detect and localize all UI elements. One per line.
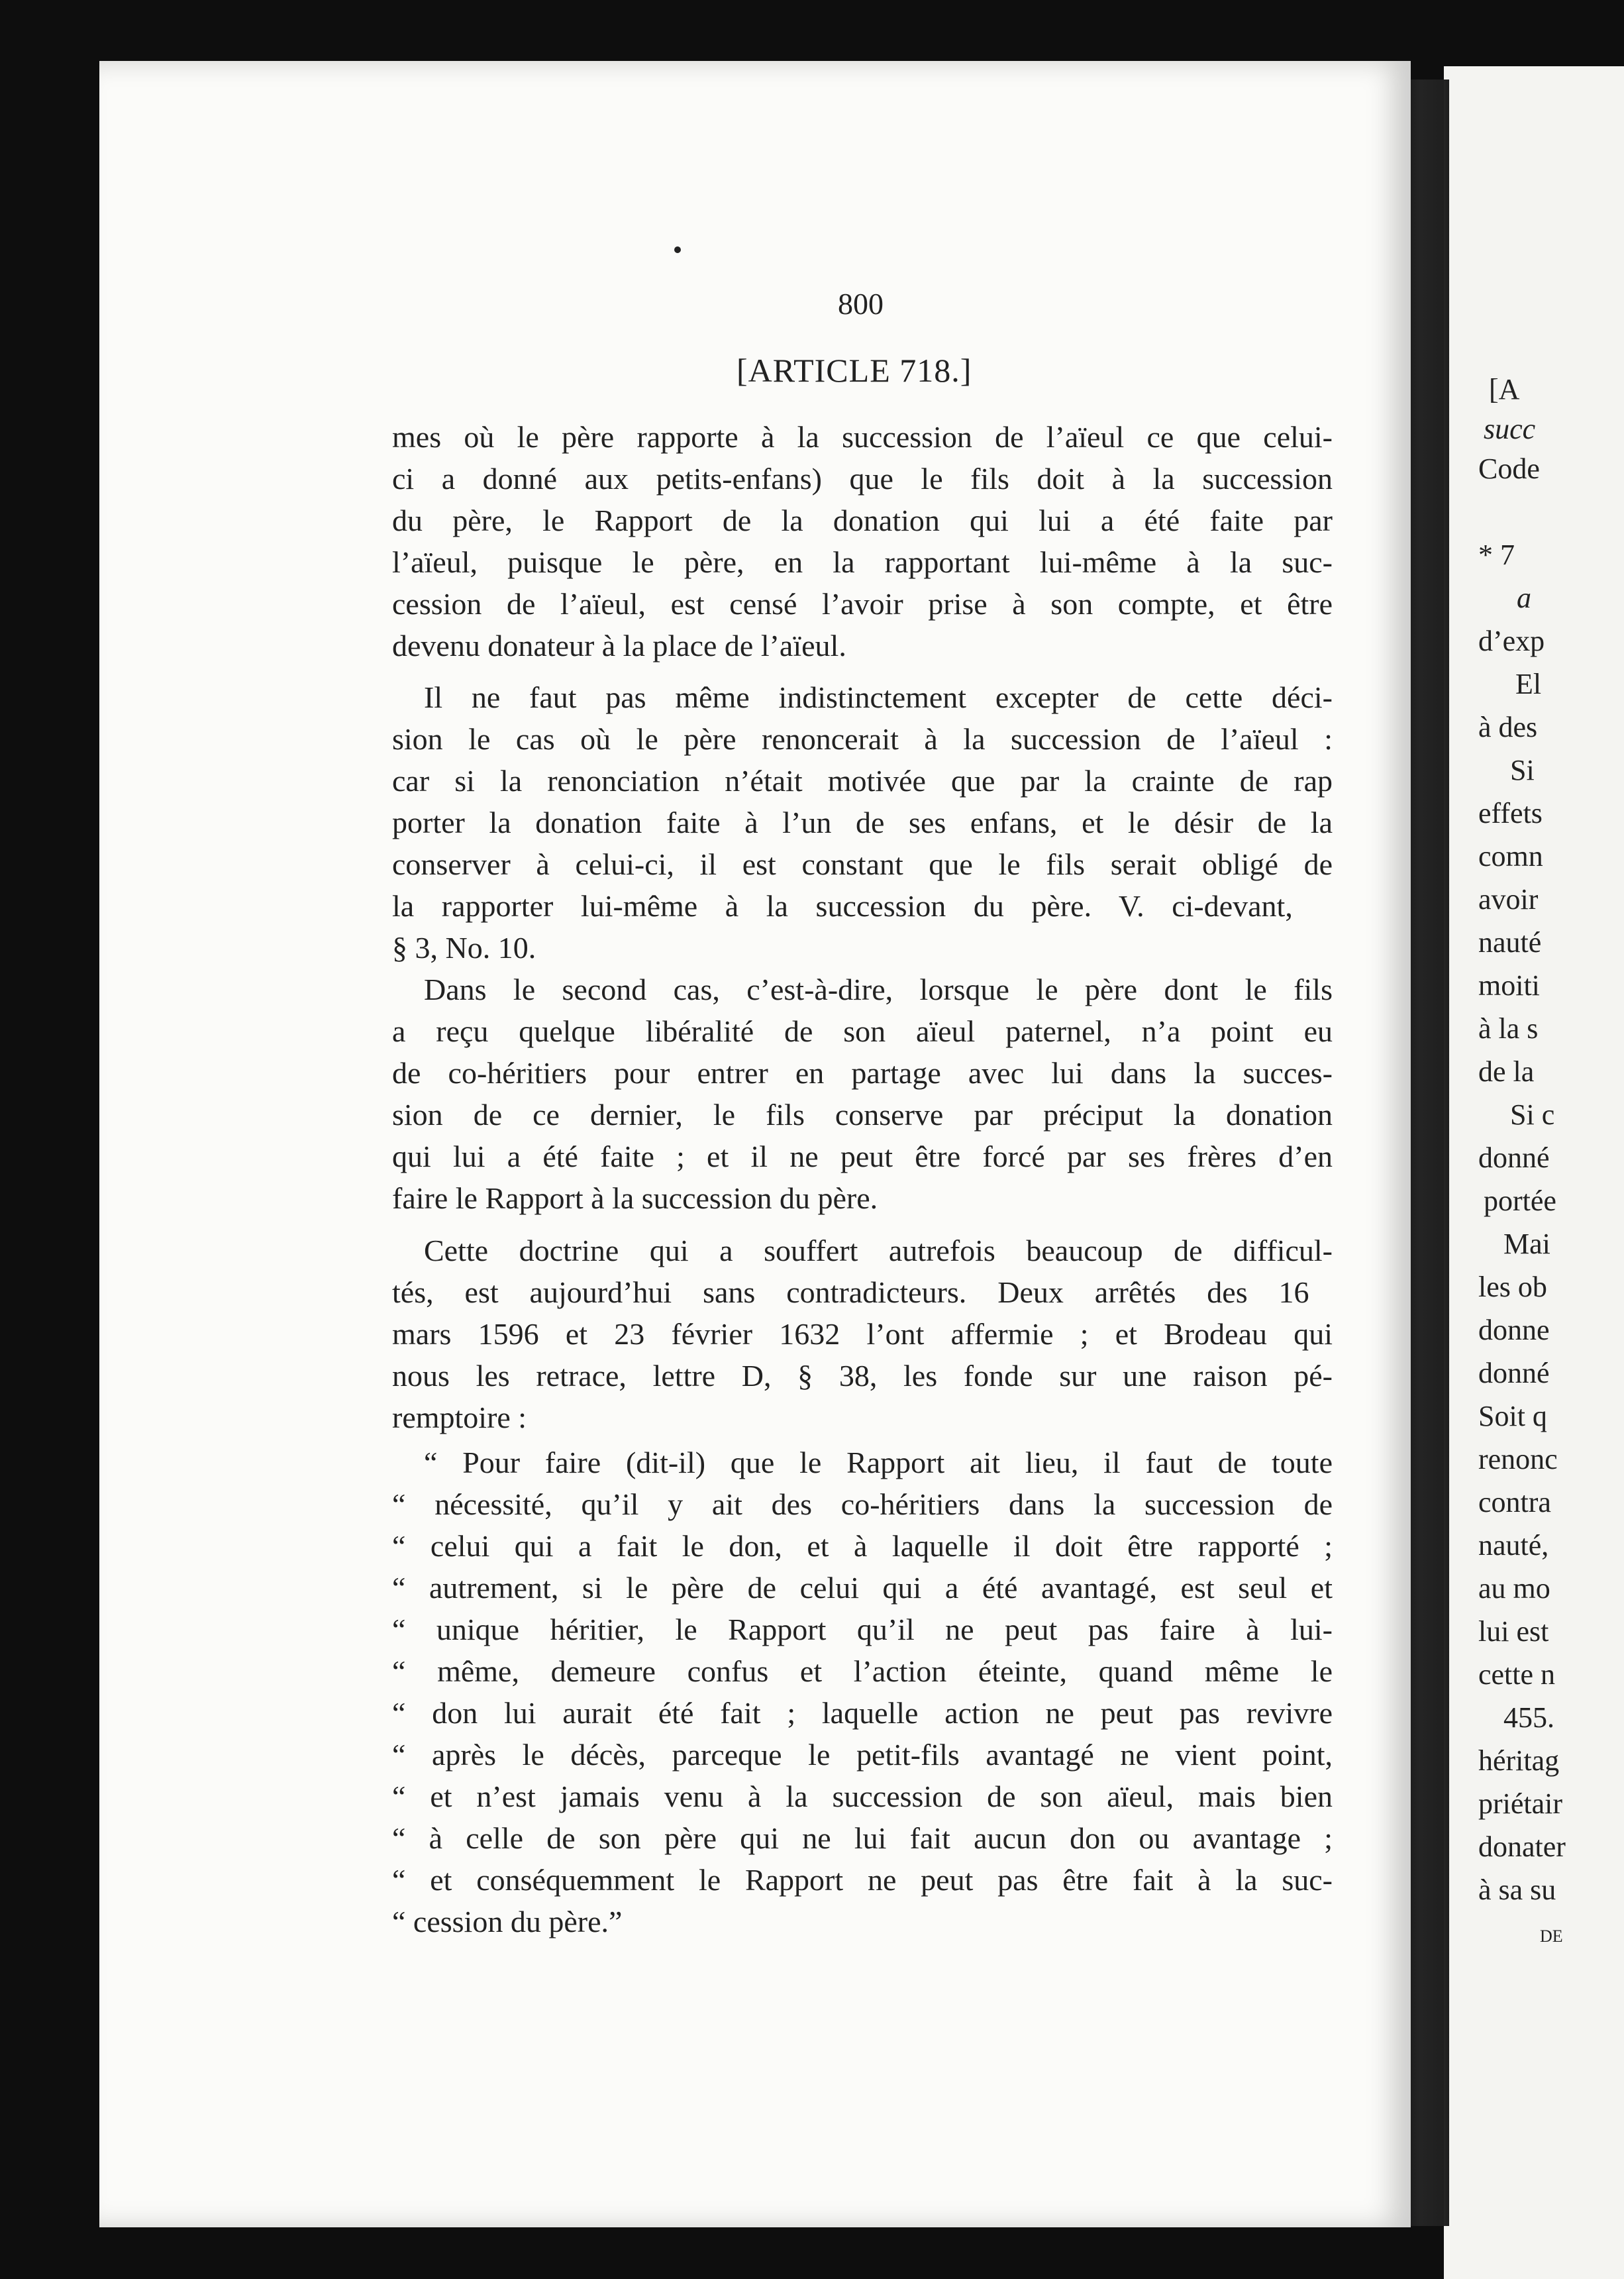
facing-page-line: lui est bbox=[1478, 1615, 1549, 1648]
facing-page-line: héritag bbox=[1478, 1744, 1560, 1777]
body-line: Dans le second cas, c’est-à-dire, lorsque le père dont le fils bbox=[424, 973, 1333, 1006]
body-line: a reçu quelque libéralité de son aïeul paternel, n’a point eu bbox=[392, 1014, 1333, 1048]
facing-page-line: 455. bbox=[1503, 1701, 1554, 1734]
facing-page-line: Mai bbox=[1503, 1228, 1550, 1260]
facing-page-line: moiti bbox=[1478, 969, 1540, 1002]
body-line: porter la donation faite à l’un de ses enfans, et le désir de la bbox=[392, 806, 1333, 839]
facing-page-line: donater bbox=[1478, 1830, 1566, 1863]
facing-page-line: El bbox=[1515, 668, 1542, 700]
body-line: de co-héritiers pour entrer en partage avec lui dans la succes- bbox=[392, 1056, 1333, 1090]
body-line: qui lui a été faite ; et il ne peut être forcé par ses frères d’en bbox=[392, 1140, 1333, 1173]
facing-page-line: * 7 bbox=[1478, 539, 1515, 571]
facing-page-line: à la s bbox=[1478, 1012, 1539, 1045]
body-line: “ après le décès, parceque le petit-fils avantagé ne vient point, bbox=[392, 1738, 1333, 1772]
facing-page-line: nauté, bbox=[1478, 1529, 1549, 1562]
body-line: devenu donateur à la place de l’aïeul. bbox=[392, 629, 846, 662]
body-line: “ nécessité, qu’il y ait des co-héritiers dans la succession de bbox=[392, 1487, 1333, 1521]
body-line: mes où le père rapporte à la succession de l’aïeul ce que celui- bbox=[392, 420, 1333, 454]
body-line: “ à celle de son père qui ne lui fait aucun don ou avantage ; bbox=[392, 1821, 1333, 1855]
body-line: tés, est aujourd’hui sans contradicteurs. Deux arrêtés des 16 bbox=[392, 1275, 1309, 1309]
body-line: “ Pour faire (dit-il) que le Rapport ait lieu, il faut de toute bbox=[424, 1446, 1333, 1479]
facing-page-line: a bbox=[1517, 582, 1531, 614]
body-line: Il ne faut pas même indistinctement excepter de cette déci- bbox=[424, 680, 1333, 714]
facing-page-line: à des bbox=[1478, 711, 1538, 743]
facing-page-line: [A bbox=[1489, 373, 1520, 405]
facing-page-line: effets bbox=[1478, 797, 1543, 829]
body-line: “ et n’est jamais venu à la succession de son aïeul, mais bien bbox=[392, 1779, 1333, 1813]
facing-page-line: les ob bbox=[1478, 1271, 1547, 1303]
body-line: “ autrement, si le père de celui qui a été avantagé, est seul et bbox=[392, 1571, 1333, 1605]
body-line: faire le Rapport à la succession du père. bbox=[392, 1181, 878, 1215]
facing-page-line: donné bbox=[1478, 1141, 1550, 1174]
body-line: “ don lui aurait été fait ; laquelle action ne peut pas revivre bbox=[392, 1696, 1333, 1730]
body-line: “ celui qui a fait le don, et à laquelle il doit être rapporté ; bbox=[392, 1529, 1333, 1563]
facing-page-line: succ bbox=[1484, 413, 1536, 445]
article-header: [ARTICLE 718.] bbox=[736, 352, 972, 389]
body-line: § 3, No. 10. bbox=[392, 931, 536, 965]
body-line: du père, le Rapport de la donation qui lui a été faite par bbox=[392, 504, 1333, 537]
facing-page-line: avoir bbox=[1478, 883, 1539, 916]
body-line: Cette doctrine qui a souffert autrefois beaucoup de difficul- bbox=[424, 1234, 1333, 1267]
body-line: sion de ce dernier, le fils conserve par préciput la donation bbox=[392, 1098, 1333, 1132]
facing-page-line: au mo bbox=[1478, 1572, 1550, 1605]
facing-page-line: Si bbox=[1510, 754, 1535, 786]
body-line: ci a donné aux petits-enfans) que le fils doit à la succession bbox=[392, 462, 1333, 496]
facing-page-line: Code bbox=[1478, 452, 1540, 485]
body-line: mars 1596 et 23 février 1632 l’ont affermie ; et Brodeau qui bbox=[392, 1317, 1333, 1351]
body-line: remptoire : bbox=[392, 1401, 527, 1434]
facing-page-line: contra bbox=[1478, 1486, 1551, 1518]
body-line: la rapporter lui-même à la succession du père. V. ci-devant, bbox=[392, 889, 1293, 923]
body-line: “ unique héritier, le Rapport qu’il ne peut pas faire à lui- bbox=[392, 1613, 1333, 1646]
facing-page-line: renonc bbox=[1478, 1443, 1558, 1475]
facing-page-line: Soit q bbox=[1478, 1400, 1547, 1432]
body-line: l’aïeul, puisque le père, en la rapportant lui-même à la suc- bbox=[392, 545, 1333, 579]
body-line: conserver à celui-ci, il est constant que le fils serait obligé de bbox=[392, 847, 1333, 881]
body-line: car si la renonciation n’était motivée que par la crainte de rap bbox=[392, 764, 1333, 798]
facing-page-line: comn bbox=[1478, 840, 1543, 873]
body-line: cession de l’aïeul, est censé l’avoir prise à son compte, et être bbox=[392, 587, 1333, 621]
facing-page-line: donné bbox=[1478, 1357, 1550, 1389]
facing-page-line: cette n bbox=[1478, 1658, 1556, 1691]
ink-dot bbox=[674, 246, 681, 253]
body-line: “ même, demeure confus et l’action éteinte, quand même le bbox=[392, 1654, 1333, 1688]
facing-page-line: priétair bbox=[1478, 1787, 1563, 1820]
facing-page-line: nauté bbox=[1478, 926, 1542, 959]
facing-page bbox=[1444, 66, 1624, 2279]
facing-page-line: d’exp bbox=[1478, 625, 1545, 657]
body-line: nous les retrace, lettre D, § 38, les fonde sur une raison pé- bbox=[392, 1359, 1333, 1393]
body-line: sion le cas où le père renoncerait à la succession de l’aïeul : bbox=[392, 722, 1333, 756]
facing-page-line: DE bbox=[1540, 1927, 1563, 1946]
body-line: “ et conséquemment le Rapport ne peut pas être fait à la suc- bbox=[392, 1863, 1333, 1897]
facing-page-line: Si c bbox=[1510, 1098, 1555, 1131]
facing-page-line: portée bbox=[1484, 1185, 1556, 1217]
page-number: 800 bbox=[838, 287, 884, 321]
facing-page-line: de la bbox=[1478, 1055, 1535, 1088]
facing-page-line: donne bbox=[1478, 1314, 1550, 1346]
body-line: “ cession du père.” bbox=[392, 1905, 623, 1938]
facing-page-line: à sa su bbox=[1478, 1874, 1556, 1906]
